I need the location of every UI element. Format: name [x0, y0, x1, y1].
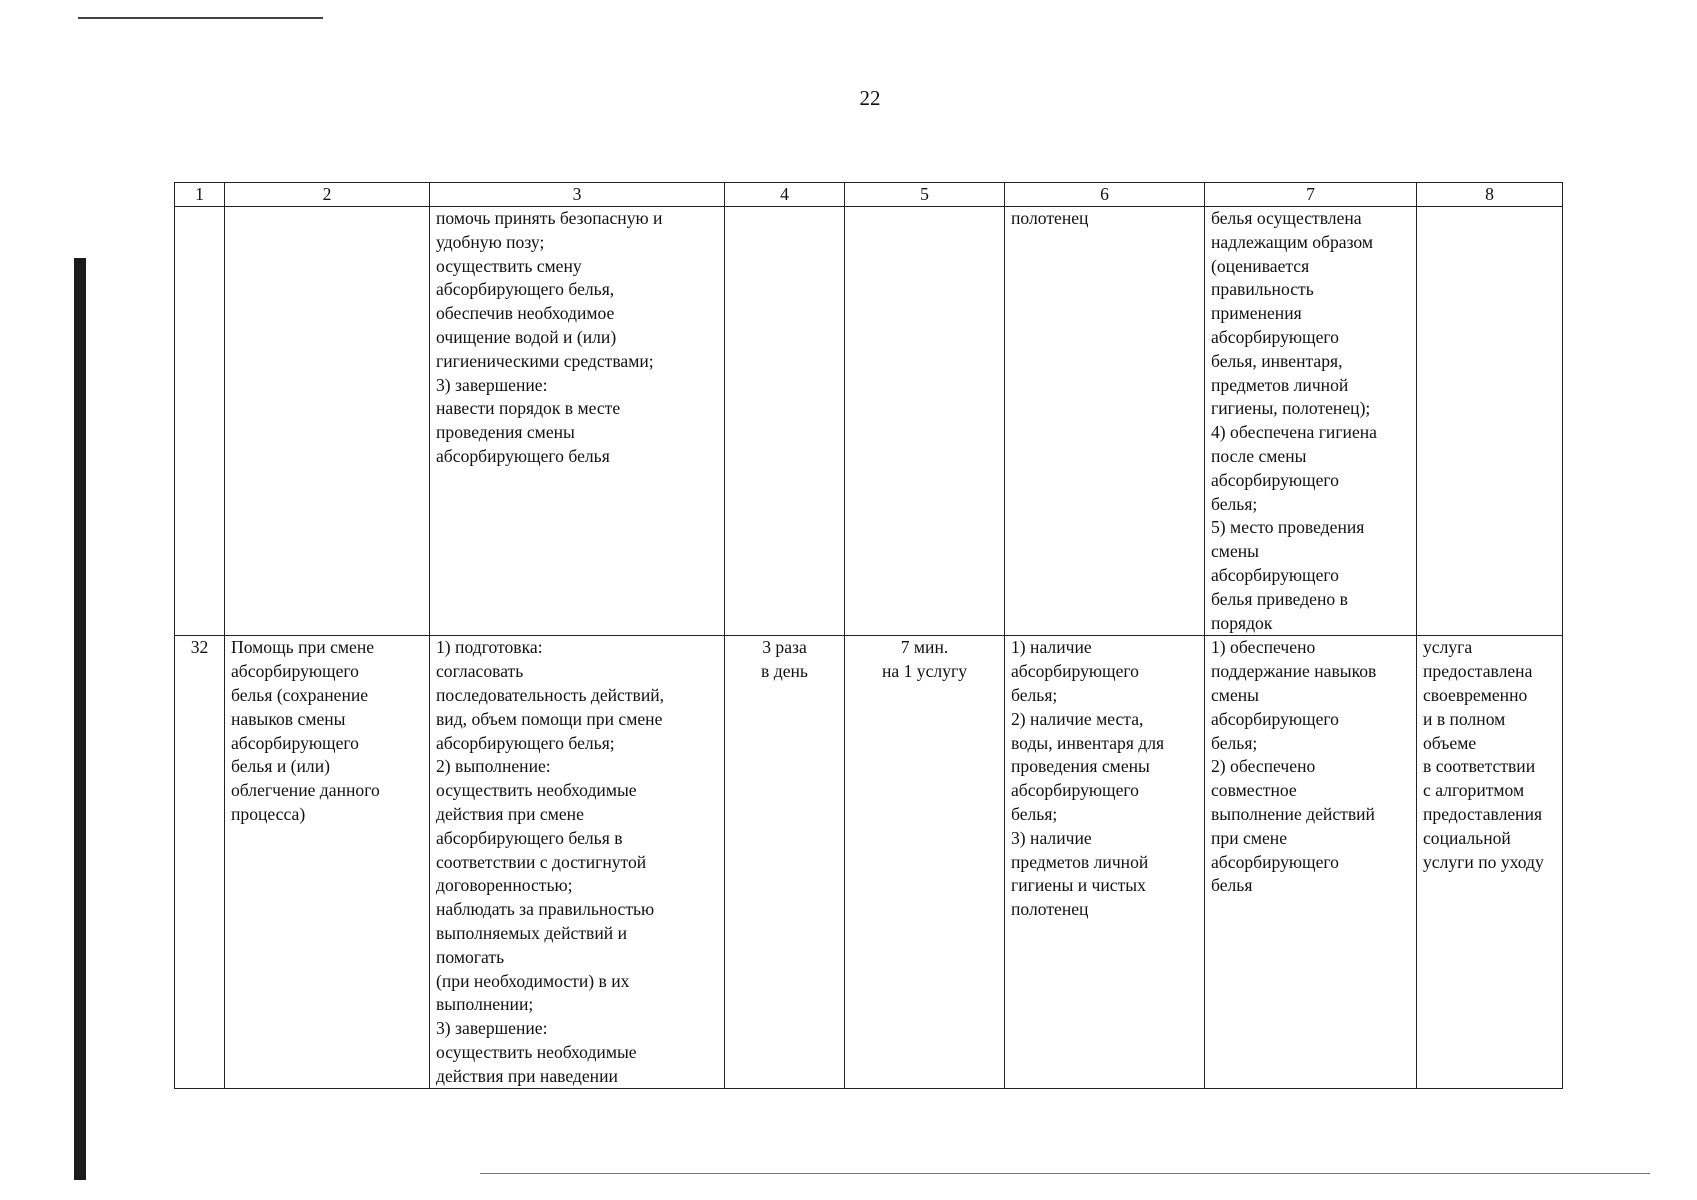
- cell-text-line: белья, инвентаря,: [1211, 350, 1343, 371]
- cell-text-line: 1) обеспечено: [1211, 637, 1316, 658]
- cell-service-name: [225, 207, 430, 636]
- cell-text-line: белья (сохранение: [231, 684, 369, 705]
- header-col-6: 6: [1005, 183, 1205, 207]
- cell-text-line: 3 раза: [762, 637, 807, 658]
- cell-text-line: 2) наличие места,: [1011, 708, 1144, 729]
- cell-text-line: на 1 услугу: [881, 661, 967, 682]
- cell-text-line: навести порядок в месте: [436, 398, 621, 419]
- cell-text-line: полотенец: [1011, 208, 1089, 228]
- cell-text-line: 2) выполнение:: [436, 756, 551, 777]
- table-row-32: [175, 636, 1563, 1089]
- cell-text-line: соответствии с достигнутой: [436, 851, 647, 872]
- cell-quality-indicators: [1205, 636, 1417, 1089]
- cell-text-line: действия при наведении: [436, 1065, 618, 1086]
- cell-text-line: выполнении;: [436, 994, 534, 1015]
- cell-text-line: смены: [1211, 684, 1259, 705]
- cell-text-line: проведения смены: [1011, 756, 1150, 777]
- cell-text-line: абсорбирующего: [1211, 564, 1339, 585]
- cell-text-line: выполняемых действий и: [436, 922, 627, 943]
- cell-text-line: вид, объем помощи при смене: [436, 708, 663, 729]
- cell-text-line: 3) наличие: [1011, 827, 1092, 848]
- header-col-5: 5: [845, 183, 1005, 207]
- cell-text-line: абсорбирующего: [231, 661, 359, 682]
- cell-text-line: согласовать: [436, 661, 524, 682]
- cell-text-line: поддержание навыков: [1211, 661, 1377, 682]
- cell-number: [175, 207, 225, 636]
- cell-text-line: процесса): [231, 803, 306, 824]
- cell-text-line: абсорбирующего: [231, 732, 359, 753]
- cell-text-line: 3) завершение:: [436, 374, 548, 395]
- header-col-3: 3: [430, 183, 725, 207]
- cell-text-line: (оценивается: [1211, 255, 1310, 276]
- cell-text-line: объеме: [1423, 732, 1477, 753]
- cell-text-line: обеспечив необходимое: [436, 303, 615, 324]
- cell-text-line: предметов личной: [1211, 374, 1349, 395]
- cell-text-line: облегчение данного: [231, 780, 380, 801]
- cell-text-line: выполнение действий: [1211, 803, 1375, 824]
- cell-text-line: 1) наличие: [1011, 637, 1092, 658]
- cell-text-line: 3) завершение:: [436, 1018, 548, 1039]
- cell-text-line: услуга: [1423, 637, 1473, 658]
- cell-text-line: абсорбирующего белья;: [436, 732, 615, 753]
- cell-text-line: осуществить необходимые: [436, 780, 637, 801]
- cell-text-line: предоставления: [1423, 803, 1543, 824]
- cell-text-line: смены: [1211, 541, 1259, 562]
- cell-text-line: абсорбирующего белья в: [436, 827, 623, 848]
- cell-quality-indicators: [1205, 207, 1417, 636]
- cell-text-line: порядок: [1211, 612, 1273, 633]
- cell-text-line: белья: [1211, 875, 1253, 896]
- cell-text-line: наблюдать за правильностью: [436, 899, 655, 920]
- cell-text-line: 1) подготовка:: [436, 637, 543, 658]
- cell-conditions: [1005, 207, 1205, 636]
- scan-edge-shadow: [74, 258, 86, 1180]
- cell-result-evaluation: [1417, 207, 1563, 636]
- cell-text-line: в день: [761, 661, 808, 682]
- cell-text-line: помогать: [436, 946, 505, 967]
- header-col-2: 2: [225, 183, 430, 207]
- bottom-rule-line: [480, 1173, 1650, 1174]
- cell-text-line: надлежащим образом: [1211, 231, 1374, 252]
- cell-text-line: белья;: [1011, 803, 1058, 824]
- cell-text-line: правильность: [1211, 279, 1314, 300]
- header-col-4: 4: [725, 183, 845, 207]
- cell-text-line: осуществить смену: [436, 255, 582, 276]
- cell-text-line: 2) обеспечено: [1211, 756, 1316, 777]
- cell-text-line: белья;: [1211, 732, 1258, 753]
- cell-text-line: проведения смены: [436, 422, 575, 443]
- cell-duration: [845, 207, 1005, 636]
- cell-text-line: осуществить необходимые: [436, 1041, 637, 1062]
- cell-number: 32: [175, 636, 225, 1089]
- cell-text-line: белья приведено в: [1211, 588, 1348, 609]
- page-number: 22: [859, 86, 881, 110]
- cell-frequency: [725, 636, 845, 1089]
- cell-text-line: договоренностью;: [436, 875, 573, 896]
- cell-text-line: белья;: [1211, 493, 1258, 514]
- cell-text-line: абсорбирующего: [1211, 708, 1339, 729]
- cell-text-line: абсорбирующего белья,: [436, 279, 615, 300]
- cell-text-line: абсорбирующего белья: [436, 445, 610, 466]
- cell-service-name: [225, 636, 430, 1089]
- cell-text-line: 7 мин.: [900, 637, 949, 658]
- cell-text-line: (при необходимости) в их: [436, 970, 630, 991]
- cell-text-line: навыков смены: [231, 708, 346, 729]
- cell-text-line: при смене: [1211, 827, 1288, 848]
- services-table: [174, 182, 1563, 1089]
- cell-text-line: предоставлена: [1423, 661, 1533, 682]
- cell-text-line: удобную позу;: [436, 231, 545, 252]
- cell-text-line: белья;: [1011, 684, 1058, 705]
- cell-text-line: абсорбирующего: [1211, 851, 1339, 872]
- cell-text-line: абсорбирующего: [1011, 661, 1139, 682]
- cell-text-line: социальной: [1423, 827, 1511, 848]
- cell-text-line: белья и (или): [231, 756, 330, 777]
- cell-text-line: предметов личной: [1011, 851, 1149, 872]
- cell-text-line: гигиены, полотенец);: [1211, 398, 1371, 419]
- header-col-1: 1: [175, 183, 225, 207]
- cell-text-line: действия при смене: [436, 803, 584, 824]
- cell-conditions: [1005, 636, 1205, 1089]
- cell-text-line: совместное: [1211, 780, 1297, 801]
- cell-text-line: услуги по уходу: [1423, 851, 1544, 872]
- table-row-continuation: [175, 207, 1563, 636]
- cell-text-line: своевременно: [1423, 684, 1528, 705]
- cell-frequency: [725, 207, 845, 636]
- cell-text-line: абсорбирующего: [1211, 326, 1339, 347]
- cell-result-evaluation: [1417, 636, 1563, 1089]
- cell-text-line: полотенец: [1011, 899, 1089, 920]
- cell-text-line: и в полном: [1423, 708, 1506, 729]
- cell-text-line: воды, инвентаря для: [1011, 732, 1165, 753]
- cell-text-line: абсорбирующего: [1211, 469, 1339, 490]
- cell-description: [430, 636, 725, 1089]
- cell-description: [430, 207, 725, 636]
- cell-text-line: в соответствии: [1423, 756, 1536, 777]
- cell-text-line: белья осуществлена: [1211, 208, 1362, 228]
- top-rule-line: [78, 17, 323, 19]
- header-row: [175, 183, 1563, 207]
- cell-text-line: абсорбирующего: [1011, 780, 1139, 801]
- cell-text-line: Помощь при смене: [231, 637, 375, 658]
- cell-text-line: 5) место проведения: [1211, 517, 1365, 538]
- cell-text-line: гигиены и чистых: [1011, 875, 1146, 896]
- cell-text-line: очищение водой и (или): [436, 326, 617, 347]
- cell-text-line: с алгоритмом: [1423, 780, 1525, 801]
- cell-text-line: последовательность действий,: [436, 684, 665, 705]
- cell-text-line: гигиеническими средствами;: [436, 350, 654, 371]
- cell-duration: [845, 636, 1005, 1089]
- cell-text-line: 4) обеспечена гигиена: [1211, 422, 1377, 443]
- cell-text-line: помочь принять безопасную и: [436, 208, 663, 228]
- cell-text-line: применения: [1211, 303, 1302, 324]
- cell-text-line: после смены: [1211, 445, 1307, 466]
- header-col-7: 7: [1205, 183, 1417, 207]
- header-col-8: 8: [1417, 183, 1563, 207]
